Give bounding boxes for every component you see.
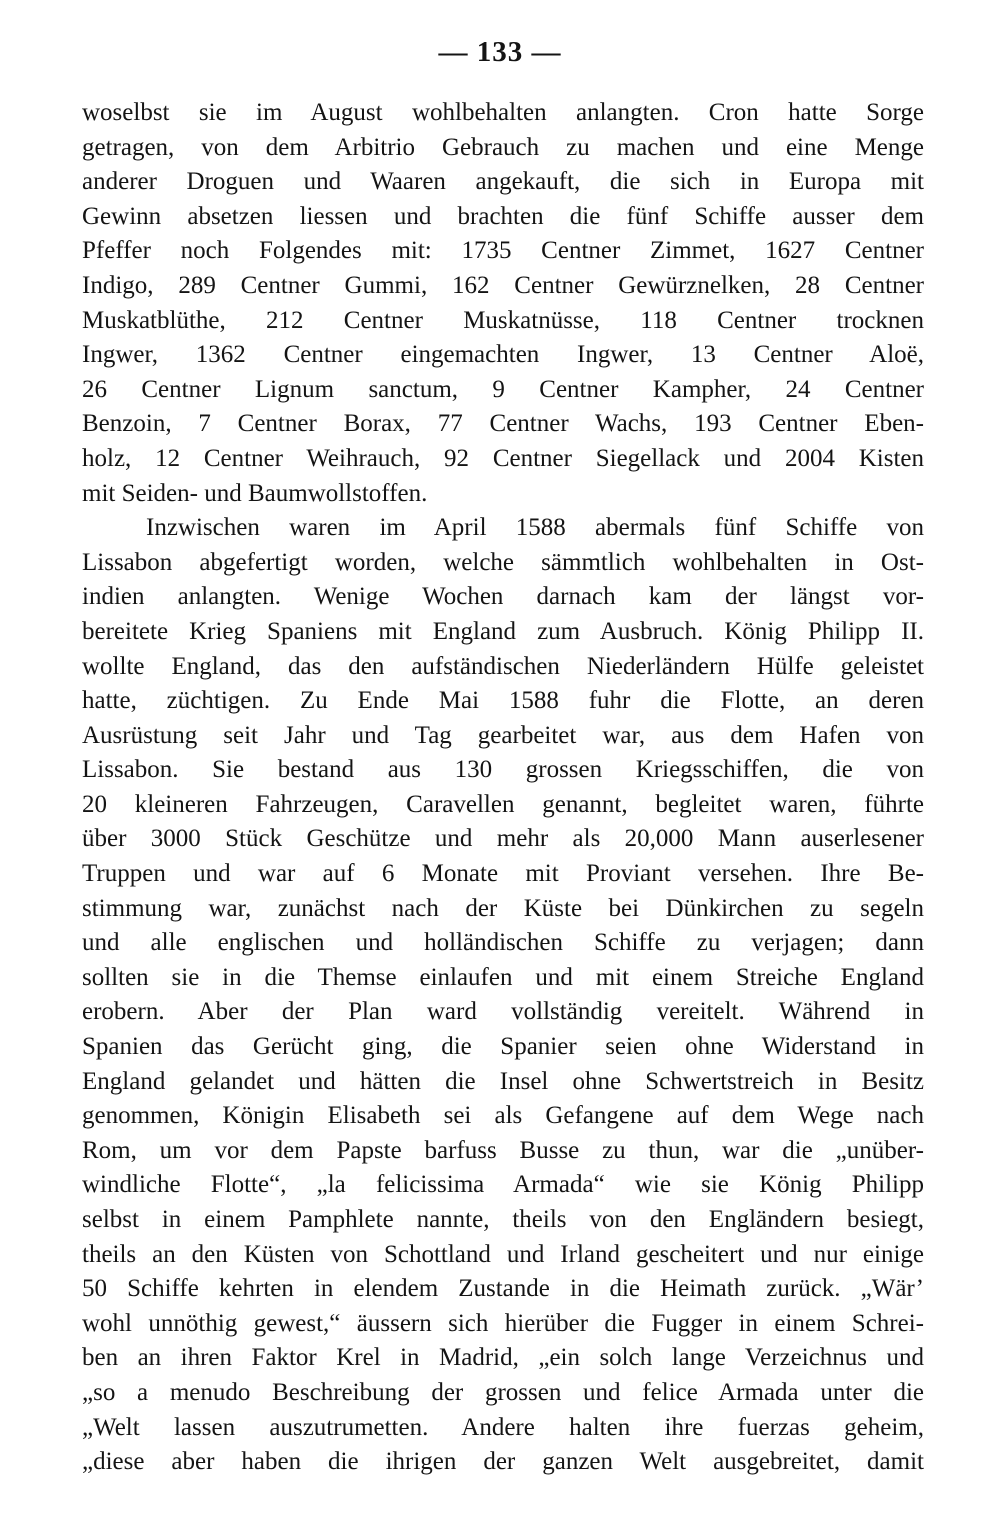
- text-line: mit Seiden- und Baumwollstoffen.: [82, 479, 428, 507]
- text-line: anderer Droguen und Waaren angekauft, die sich in Europa mit: [82, 168, 924, 196]
- text-line: Ausrüstung seit Jahr und Tag gearbeitet war, aus dem Hafen von: [82, 721, 924, 749]
- text-line: Benzoin, 7 Centner Borax, 77 Centner Wachs, 193 Centner Eben-: [82, 410, 924, 438]
- text-line: Ingwer, 1362 Centner eingemachten Ingwer, 13 Centner Aloë,: [82, 341, 924, 369]
- text-line: selbst in einem Pamphlete nannte, theils von den Engländern besiegt,: [82, 1206, 924, 1233]
- text-line: Lissabon abgefertigt worden, welche sämmtlich wohlbehalten in Ost-: [82, 548, 924, 576]
- text-line: Pfeffer noch Folgendes mit: 1735 Centner Zimmet, 1627 Centner: [82, 237, 924, 265]
- text-line: 26 Centner Lignum sanctum, 9 Centner Kampher, 24 Centner: [82, 375, 924, 403]
- text-line: genommen, Königin Elisabeth sei als Gefangene auf dem Wege nach: [82, 1102, 924, 1130]
- text-line: wohl unnöthig gewest,“ äussern sich hierüber die Fugger in einem Schrei-: [82, 1309, 924, 1337]
- text-line: bereitete Krieg Spaniens mit England zum Ausbruch. König Philipp II.: [82, 617, 924, 645]
- text-line: indien anlangten. Wenige Wochen darnach kam der längst vor-: [82, 583, 924, 611]
- text-line: 20 kleineren Fahrzeugen, Caravellen genannt, begleitet waren, führte: [82, 790, 924, 818]
- text-line: 50 Schiffe kehrten in elendem Zustande in die Heimath zurück. „Wär’: [82, 1275, 924, 1303]
- text-line: Gewinn absetzen liessen und brachten die fünf Schiffe ausser dem: [82, 202, 924, 230]
- page-number: — 133 —: [438, 36, 562, 68]
- text-line: theils an den Küsten von Schottland und Irland gescheitert und nur einige: [82, 1240, 924, 1268]
- text-line: hatte, züchtigen. Zu Ende Mai 1588 fuhr die Flotte, an deren: [82, 687, 924, 715]
- text-line: Rom, um vor dem Papste barfuss Busse zu thun, war die „unüber-: [82, 1136, 924, 1164]
- text-line: getragen, von dem Arbitrio Gebrauch zu machen und eine Menge: [82, 133, 924, 161]
- text-line: stimmung war, zunächst nach der Küste bei Dünkirchen zu segeln: [82, 894, 924, 922]
- text-line: England gelandet und hätten die Insel ohne Schwertstreich in Besitz: [82, 1067, 924, 1095]
- text-line: „so a menudo Beschreibung der grossen und felice Armada unter die: [82, 1378, 924, 1406]
- text-line: windliche Flotte“, „la felicissima Armada“ wie sie König Philipp: [82, 1171, 924, 1199]
- text-line: und alle englischen und holländischen Schiffe zu verjagen; dann: [82, 929, 924, 957]
- text-line: Muskatblüthe, 212 Centner Muskatnüsse, 118 Centner trocknen: [82, 306, 924, 334]
- text-line: über 3000 Stück Geschütze und mehr als 20,000 Mann auserlesener: [82, 825, 924, 853]
- text-line: Spanien das Gerücht ging, die Spanier seien ohne Widerstand in: [82, 1033, 924, 1061]
- text-line: Indigo, 289 Centner Gummi, 162 Centner Gewürznelken, 28 Centner: [82, 271, 924, 299]
- text-line: sollten sie in die Themse einlaufen und mit einem Streiche England: [82, 963, 924, 991]
- text-line: Lissabon. Sie bestand aus 130 grossen Kriegsschiffen, die von: [82, 756, 924, 784]
- body-text: [82, 96, 924, 1480]
- text-line: holz, 12 Centner Weihrauch, 92 Centner Siegellack und 2004 Kisten: [82, 444, 924, 472]
- text-line: ben an ihren Faktor Krel in Madrid, „ein solch lange Verzeichnus und: [82, 1344, 924, 1372]
- text-line: „Welt lassen auszutrumetten. Andere halten ihre fuerzas geheim,: [82, 1413, 924, 1441]
- text-line: woselbst sie im August wohlbehalten anlangten. Cron hatte Sorge: [82, 99, 924, 126]
- text-line: wollte England, das den aufständischen Niederländern Hülfe geleistet: [82, 652, 924, 680]
- text-line: Inzwischen waren im April 1588 abermals fünf Schiffe von: [146, 514, 924, 542]
- text-line: erobern. Aber der Plan ward vollständig vereitelt. Während in: [82, 998, 924, 1026]
- text-line: Truppen und war auf 6 Monate mit Proviant versehen. Ihre Be-: [82, 860, 924, 888]
- text-line: „diese aber haben die ihrigen der ganzen Welt ausgebreitet, damit: [82, 1448, 924, 1476]
